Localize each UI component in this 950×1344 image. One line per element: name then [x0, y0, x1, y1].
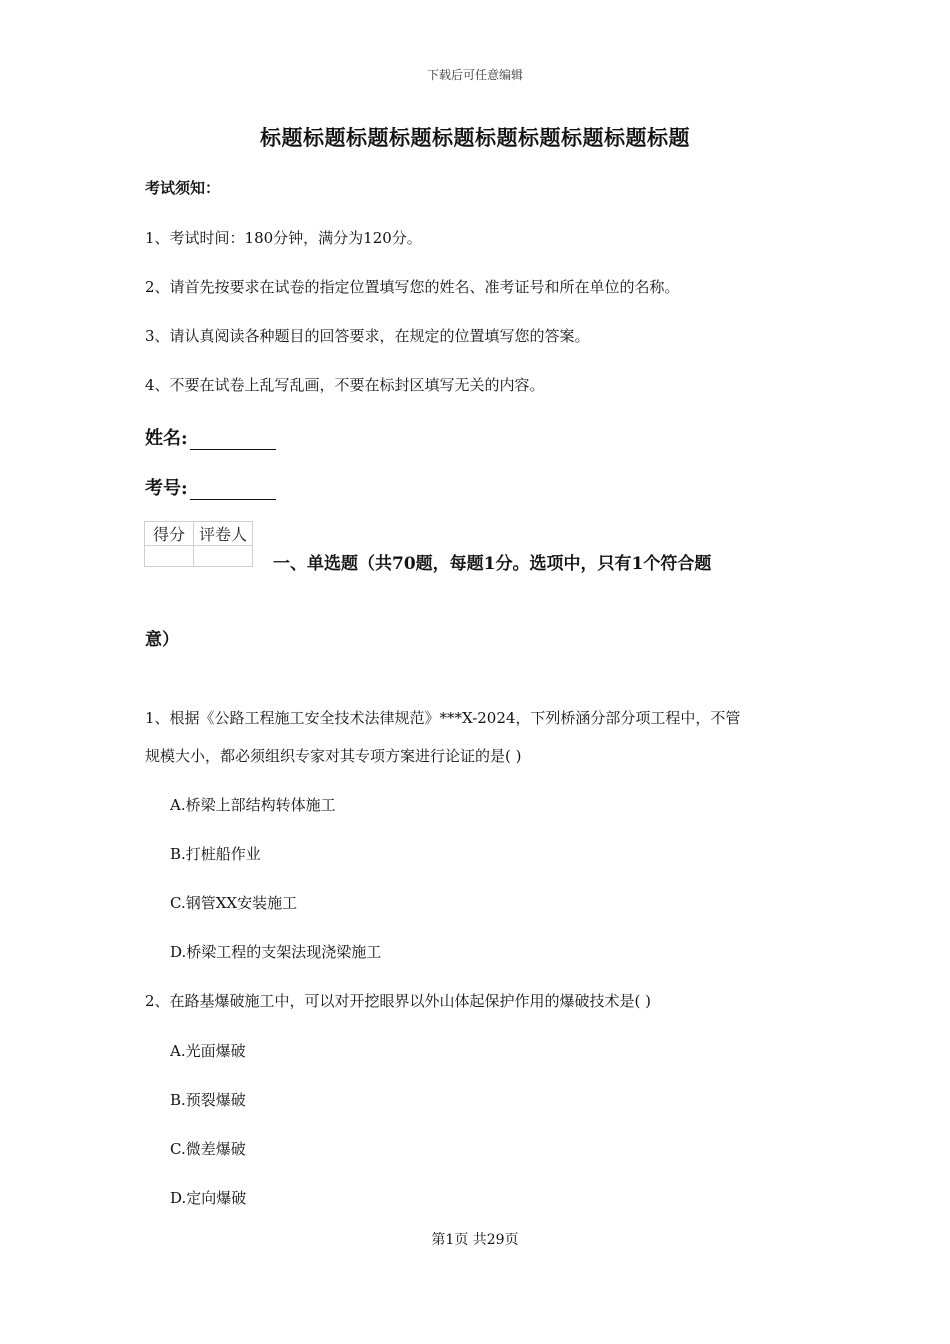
- question-1-option-d: D.桥梁工程的支架法现浇梁施工: [170, 943, 382, 961]
- question-1-option-a: A.桥梁上部结构转体施工: [170, 796, 336, 814]
- question-2-text: 2、在路基爆破施工中，可以对开挖眼界以外山体起保护作用的爆破技术是( ): [145, 992, 652, 1010]
- name-blank[interactable]: [190, 431, 276, 450]
- notice-item: 2、请首先按要求在试卷的指定位置填写您的姓名、准考证号和所在单位的名称。: [145, 278, 680, 296]
- id-label: 考号:: [145, 478, 188, 499]
- notice-item: 1、考试时间：180分钟，满分为120分。: [145, 229, 422, 247]
- question-1-text-cont: 规模大小，都必须组织专家对其专项方案进行论证的是( ): [145, 747, 522, 765]
- section-title-continued: 意）: [145, 630, 179, 650]
- notice-item: 3、请认真阅读各种题目的回答要求，在规定的位置填写您的答案。: [145, 327, 590, 345]
- question-2-option-b: B.预裂爆破: [170, 1091, 246, 1109]
- grader-header: 评卷人: [194, 522, 253, 546]
- id-blank[interactable]: [190, 481, 276, 500]
- score-header: 得分: [145, 522, 194, 546]
- question-2-option-a: A.光面爆破: [170, 1042, 246, 1060]
- page-number: 第1页 共29页: [431, 1232, 519, 1248]
- id-field: [145, 474, 276, 500]
- score-cell[interactable]: [145, 546, 194, 567]
- header-note: 下载后可任意编辑: [426, 68, 523, 82]
- notice-item: 4、不要在试卷上乱写乱画，不要在标封区填写无关的内容。: [145, 376, 545, 394]
- score-table: [144, 521, 253, 567]
- grader-cell[interactable]: [194, 546, 253, 567]
- notice-heading: 考试须知：: [145, 179, 221, 197]
- name-label: 姓名:: [145, 428, 188, 449]
- section-title: 一、单选题（共70题，每题1分。选项中，只有1个符合题: [273, 554, 712, 574]
- question-1-option-b: B.打桩船作业: [170, 845, 261, 863]
- question-1-option-c: C.钢管XX安装施工: [170, 894, 298, 912]
- question-2-option-c: C.微差爆破: [170, 1140, 246, 1158]
- question-2-option-d: D.定向爆破: [170, 1189, 247, 1207]
- question-1-text: 1、根据《公路工程施工安全技术法律规范》***X-2024，下列桥涵分部分项工程中，不管: [145, 709, 741, 727]
- name-field: [145, 424, 276, 450]
- page-title: 标题标题标题标题标题标题标题标题标题标题: [260, 125, 690, 150]
